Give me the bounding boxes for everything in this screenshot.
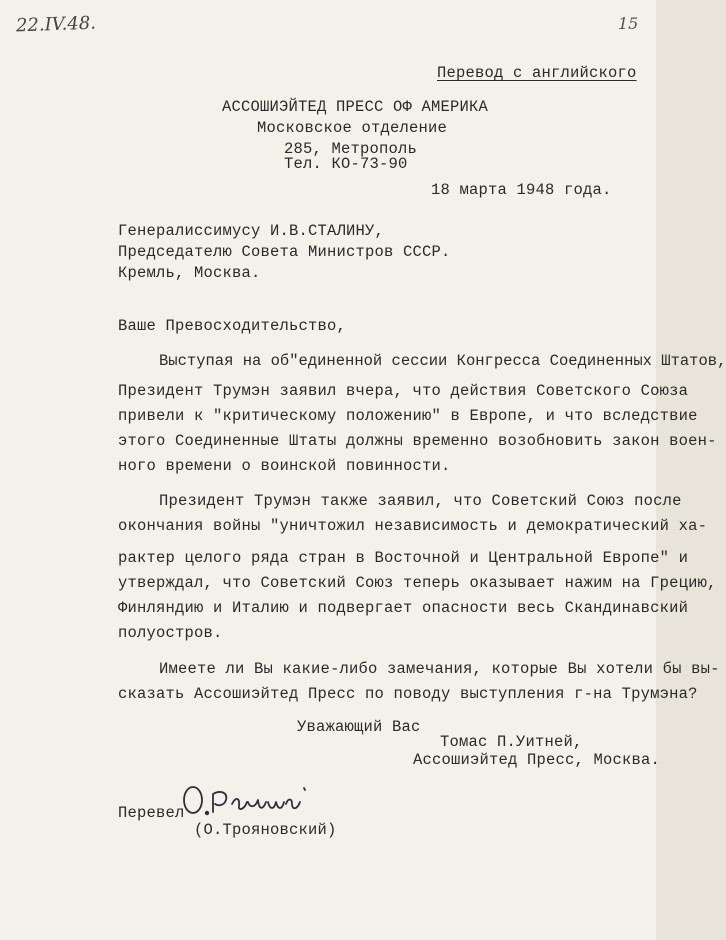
body-p1-line-4: этого Соединенные Штаты должны временно возобновить закон воен- xyxy=(118,432,717,450)
body-p1-line-1: Выступая на об"единенной сессии Конгресса Соединенных Штатов, xyxy=(159,352,726,370)
body-p2-line-6: полуостров. xyxy=(118,624,223,642)
handwritten-page-number: 15 xyxy=(618,14,639,33)
body-p2-line-3: рактер целого ряда стран в Восточной и Центральной Европе" и xyxy=(118,549,689,567)
body-p1-line-5: ного времени о воинской повинности. xyxy=(118,457,451,475)
body-p2-line-4: утверждал, что Советский Союз теперь оказывает нажим на Грецию, xyxy=(118,574,717,592)
body-p3-line-1: Имеете ли Вы какие-либо замечания, которые Вы хотели бы вы- xyxy=(159,660,720,678)
translator-name: (О.Трояновский) xyxy=(194,821,337,839)
letterhead-address: 285, Метрополь xyxy=(284,140,418,158)
recipient-line-3: Кремль, Москва. xyxy=(118,264,261,282)
salutation: Ваше Превосходительство, xyxy=(118,317,347,335)
recipient-line-1: Генералиссимусу И.В.СТАЛИНУ, xyxy=(118,222,385,240)
closing-regards: Уважающий Вас xyxy=(297,718,421,736)
body-p2-line-1: Президент Трумэн также заявил, что Советский Союз после xyxy=(159,492,682,510)
letterhead-org: АССОШИЭЙТЕД ПРЕСС ОФ АМЕРИКА xyxy=(222,98,489,116)
translator-label: Перевел xyxy=(118,804,185,822)
body-p2-line-2: окончания войны "уничтожил независимость и демократический ха- xyxy=(118,517,708,535)
recipient-line-2: Председателю Совета Министров СССР. xyxy=(118,243,451,261)
letterhead-office: Московское отделение xyxy=(257,119,448,137)
body-p1-line-3: привели к "критическому положению" в Европе, и что вследствие xyxy=(118,407,698,425)
translation-note: Перевод с английского xyxy=(437,64,637,82)
letter-date: 18 марта 1948 года. xyxy=(431,181,612,199)
handwritten-date: 22.IV.48. xyxy=(15,12,97,37)
closing-org: Ассошиэйтед Пресс, Москва. xyxy=(413,751,661,769)
body-p3-line-2: сказать Ассошиэйтед Пресс по поводу выступления г-на Трумэна? xyxy=(118,685,698,703)
body-p1-line-2: Президент Трумэн заявил вчера, что действия Советского Союза xyxy=(118,382,689,400)
letterhead-phone: Тел. КО-73-90 xyxy=(284,155,408,173)
closing-name: Томас П.Уитней, xyxy=(440,733,583,751)
translator-signature xyxy=(180,780,320,820)
body-p2-line-5: Финляндию и Италию и подвергает опасности весь Скандинавский xyxy=(118,599,689,617)
